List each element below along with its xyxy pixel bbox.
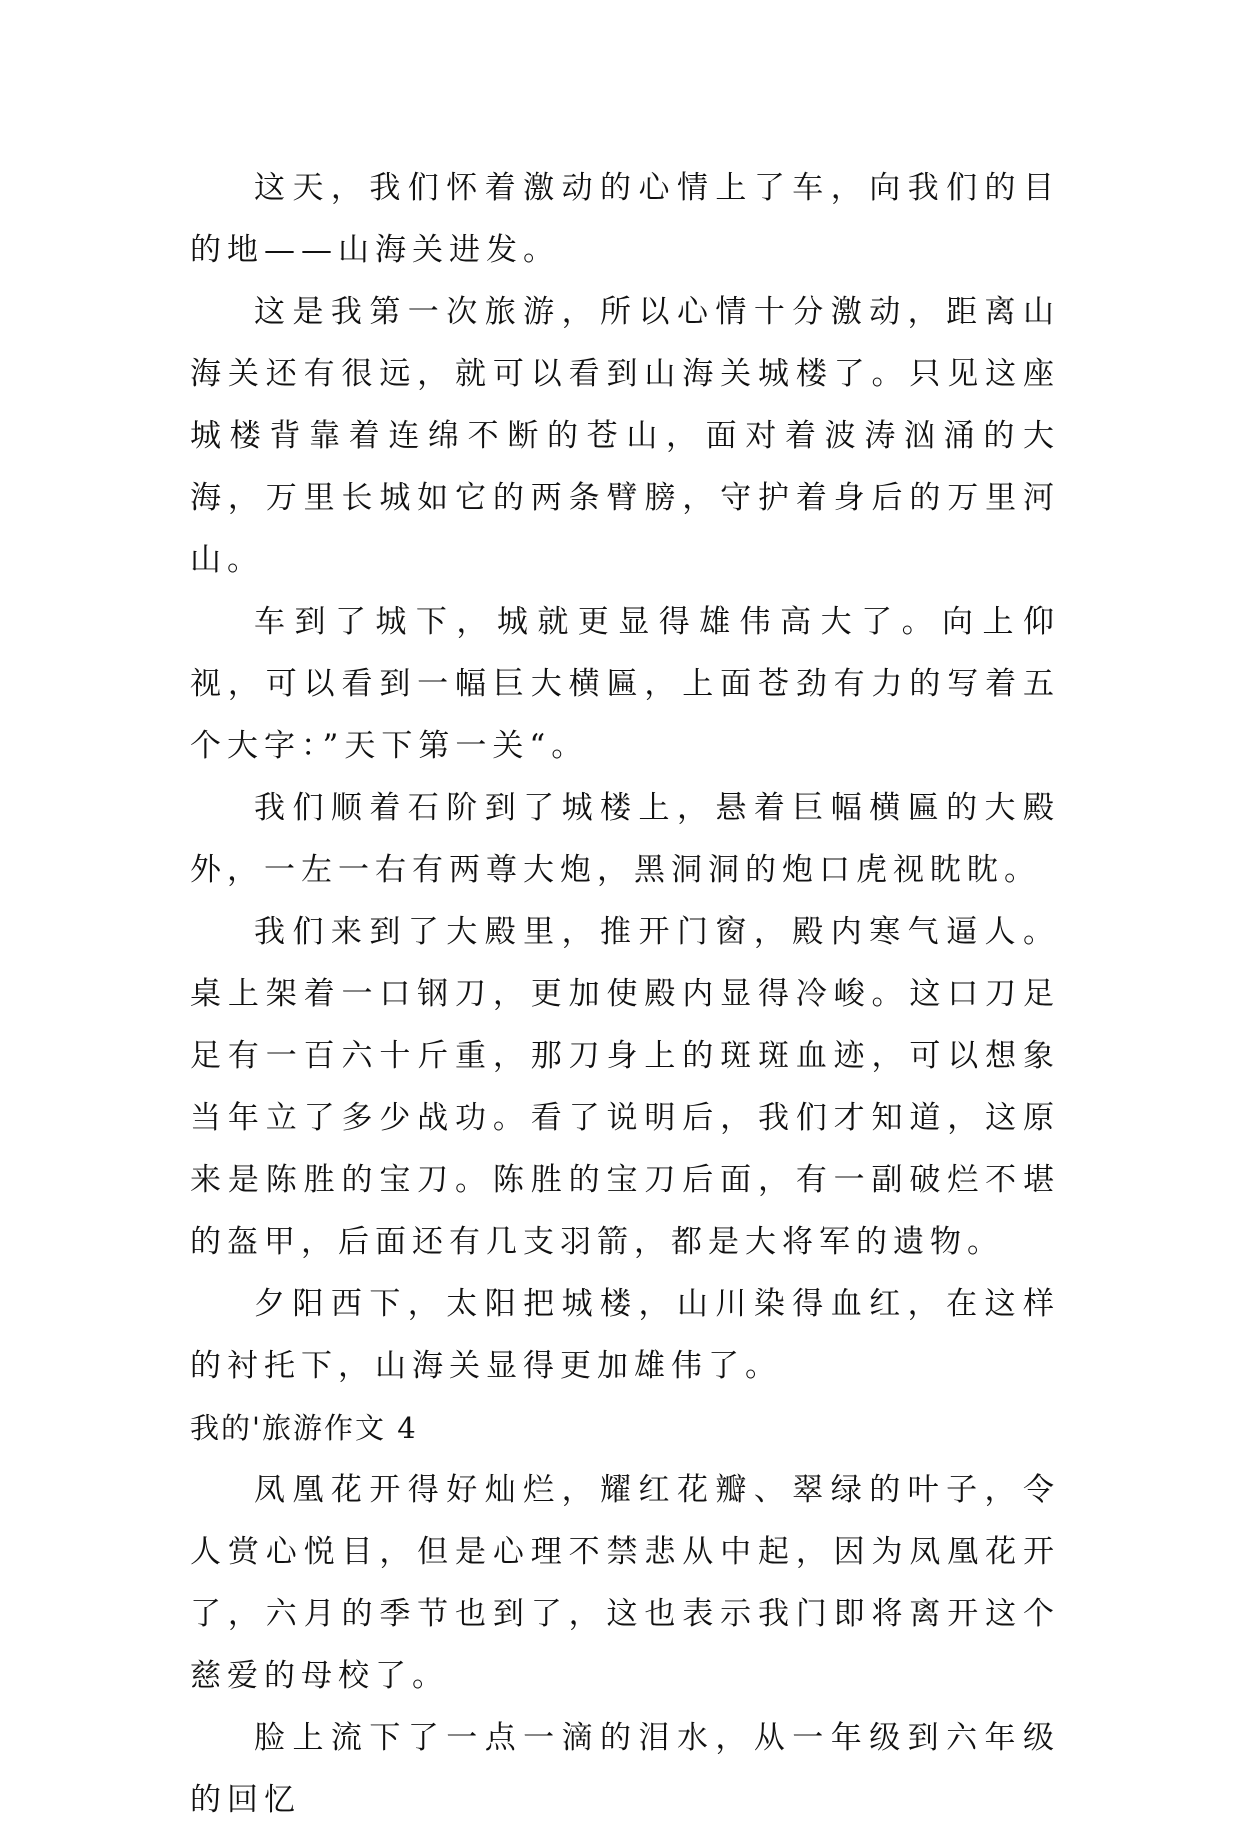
paragraph: 这是我第一次旅游，所以心情十分激动，距离山海关还有很远，就可以看到山海关城楼了。只见这座城楼背靠着连绵不断的苍山，面对着波涛汹涌的大海，万里长城如它的两条臂膀，守护着身后的万里河山。 (190, 294, 1060, 578)
paragraph: 脸上流下了一点一滴的泪水，从一年级到六年级的回忆 (190, 1720, 1060, 1818)
paragraph: 我们顺着石阶到了城楼上，悬着巨幅横匾的大殿外，一左一右有两尊大炮，黑洞洞的炮口虎视眈眈。 (190, 790, 1060, 888)
document-page (190, 157, 1060, 1831)
paragraph: 我们来到了大殿里，推开门窗，殿内寒气逼人。桌上架着一口钢刀，更加使殿内显得冷峻。这口刀足足有一百六十斤重，那刀身上的斑斑血迹，可以想象当年立了多少战功。看了说明后，我们才知道，这原来是陈胜的宝刀。陈胜的宝刀后面，有一副破烂不堪的盔甲，后面还有几支羽箭，都是大将军的遗物。 (190, 914, 1060, 1260)
paragraph: 车到了城下，城就更显得雄伟高大了。向上仰视，可以看到一幅巨大横匾，上面苍劲有力的写着五个大字：”天下第一关“。 (190, 604, 1060, 764)
section-heading: 我的'旅游作文 4 (190, 1411, 418, 1445)
paragraph: 夕阳西下，太阳把城楼，山川染得血红，在这样的衬托下，山海关显得更加雄伟了。 (190, 1286, 1060, 1384)
paragraph: 这天，我们怀着激动的心情上了车，向我们的目的地——山海关进发。 (190, 170, 1060, 268)
paragraph: 凤凰花开得好灿烂，耀红花瓣、翠绿的叶子，令人赏心悦目，但是心理不禁悲从中起，因为凤凰花开了，六月的季节也到了，这也表示我门即将离开这个慈爱的母校了。 (190, 1472, 1060, 1694)
